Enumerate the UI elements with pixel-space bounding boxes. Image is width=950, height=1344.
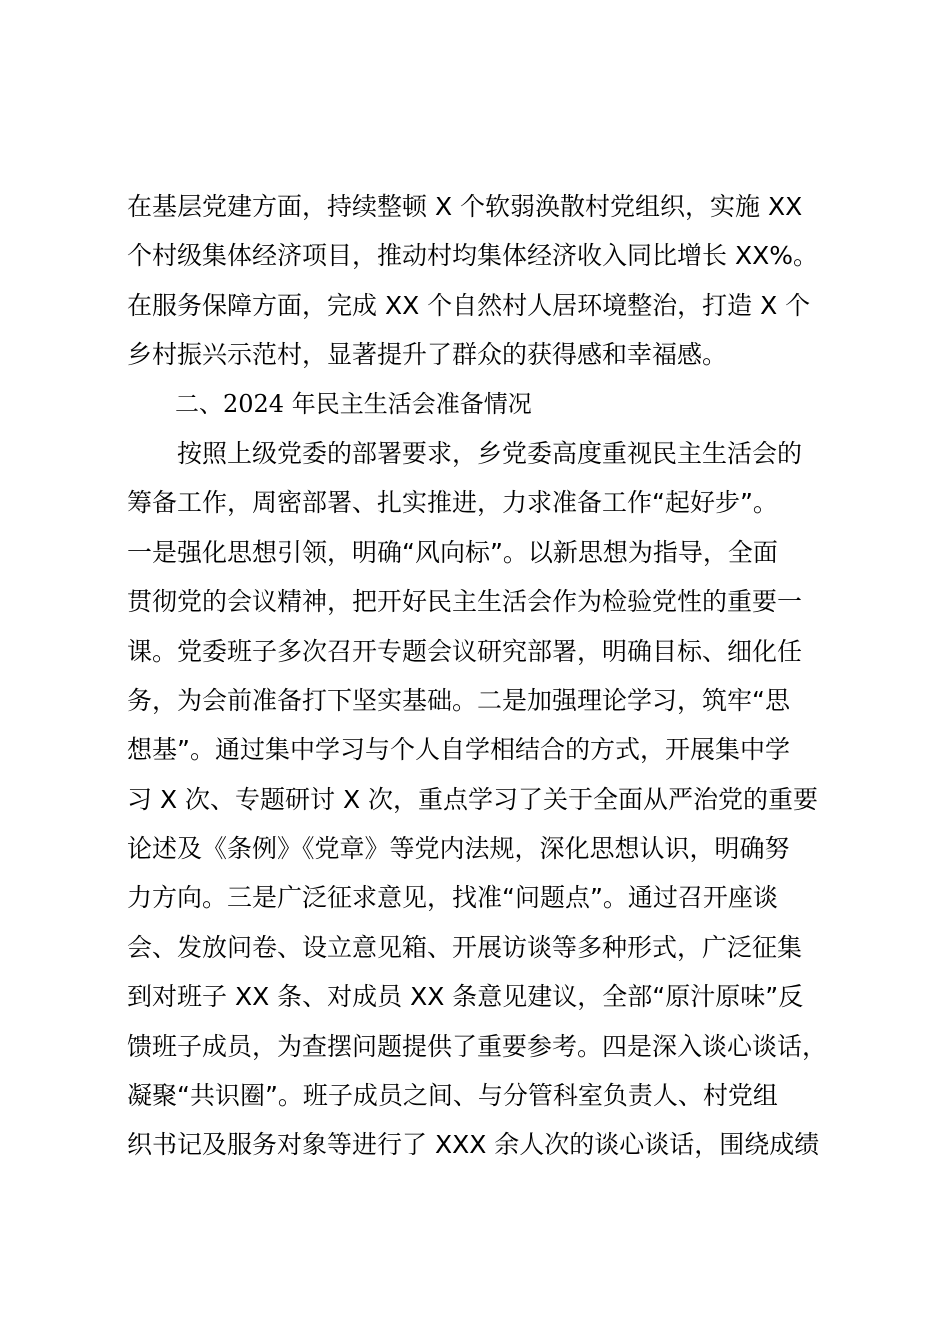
text-line: 课。党委班子多次召开专题会议研究部署，明确目标、细化任: [127, 636, 803, 666]
text-line: 织书记及服务对象等进行了 XXX 余人次的谈心谈话，围绕成绩: [127, 1130, 820, 1160]
text-line: 习 X 次、专题研讨 X 次，重点学习了关于全面从严治党的重要: [127, 784, 819, 814]
text-line: 一是强化思想引领，明确“风向标”。以新思想为指导，全面: [127, 537, 778, 567]
text-line: 个村级集体经济项目，推动村均集体经济收入同比增长 XX%。: [127, 241, 818, 271]
text-line: 会、发放问卷、设立意见箱、开展访谈等多种形式，广泛征集: [127, 932, 803, 962]
section-heading: 二、2024 年民主生活会准备情况: [175, 389, 532, 418]
document-body: [127, 182, 827, 1170]
text-line: 到对班子 XX 条、对成员 XX 条意见建议，全部“原汁原味”反: [127, 982, 804, 1012]
text-line: 务，为会前准备打下坚实基础。二是加强理论学习，筑牢“思: [127, 685, 790, 715]
text-line: 在基层党建方面，持续整顿 X 个软弱涣散村党组织，实施 XX: [127, 192, 803, 221]
text-line: 凝聚“共识圈”。班子成员之间、与分管科室负责人、村党组: [127, 1081, 778, 1111]
text-line: 馈班子成员，为查摆问题提供了重要参考。四是深入谈心谈话，: [127, 1031, 828, 1061]
text-line: 贯彻党的会议精神，把开好民主生活会作为检验党性的重要一: [127, 587, 803, 617]
text-line: 力方向。三是广泛征求意见，找准“问题点”。通过召开座谈: [127, 883, 778, 913]
text-line: 在服务保障方面，完成 XX 个自然村人居环境整治，打造 X 个: [127, 290, 811, 320]
text-line: 筹备工作，周密部署、扎实推进，力求准备工作“起好步”。: [127, 488, 778, 518]
paragraph-first-line: 按照上级党委的部署要求，乡党委高度重视民主生活会的: [177, 438, 803, 468]
text-line: 乡村振兴示范村，显著提升了群众的获得感和幸福感。: [127, 340, 728, 370]
text-line: 论述及《条例》《党章》等党内法规，深化思想认识，明确努: [127, 834, 790, 864]
text-line: 想基”。通过集中学习与个人自学相结合的方式，开展集中学: [127, 735, 790, 765]
